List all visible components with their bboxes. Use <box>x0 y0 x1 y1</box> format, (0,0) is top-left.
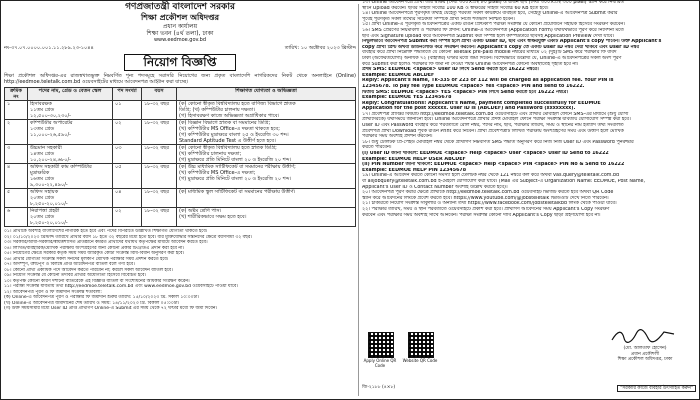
cell-age: ১৮-৩২ বছর <box>142 120 177 145</box>
apply-qr-caption: Apply Online QR Code <box>363 358 397 368</box>
instruction-line: ২১। চাকরিতে নিয়োগ সংক্রান্ত সার্কুলার ও অন্যান্য তথ্য https://www.facebook.com/jobsteletalkbd লিংক থেকে পাওয়া যাবে। <box>362 201 617 207</box>
table-row <box>5 145 356 164</box>
qualification-line: ডিগ্রি; (খ) কম্পিউটার চালনায় দক্ষতা। <box>179 107 255 113</box>
instruction-line: Applicant's User ID ও Contact Number অবশ্যই উল্লেখ করতে হবে)। <box>362 184 508 190</box>
post-scale: ১২,৫০০-৩০,২৩০/- <box>30 113 71 119</box>
term-item: ০১। প্রার্থীকে অবশ্যই বাংলাদেশের নাগরিক হতে হবে এবং পদের বিপরীতে উল্লিখিত শিক্ষাগত যোগ্যতা থাকতে হবে। <box>4 229 208 234</box>
qualification-line: (ক) মাধ্যমিক স্কুল সার্টিফিকেট বা সমমানের পরীক্ষায় উত্তীর্ণ। <box>179 189 296 195</box>
intro-paragraph: শিক্ষা প্রকৌশল অধিদপ্তর-এর রাজস্বখাতভুক্ত নিম্নবর্ণিত শূন্য পদসমূহে সরাসরি নিয়োগের জন্য প্রকৃত বাংলাদেশি নাগরিকদের নিকট থেকে অনলাইনে (Online) http://eedmoe.teletalk.com.bd ওয়েবসাইটের মাধ্যমে আবেদনপত্র আহ্বান করা যাচ্ছে। <box>4 73 356 85</box>
post-post: হিসাবরক্ষক <box>30 101 52 107</box>
memo-line <box>4 45 356 51</box>
instruction-line: প্রার্থীদেরকে) যথাসময়ে জানানো হবে। Online আবেদনপত্রে প্রার্থীর প্রদত্ত মোবাইল ফোনে পরীক্ষা সংক্রান্ত যাবতীয় যোগাযোগ সম্পন্ন করা হবে। <box>362 117 631 123</box>
instruction-line: পূর্বেই পূরণকৃত সকল তথ্যের সঠিকতা সম্পর্কে প্রার্থী নিজে শতভাগ নিশ্চিত হবেন। <box>362 16 515 22</box>
page-footer <box>362 385 696 393</box>
instruction-line: করতে পারবেন। <box>362 145 392 151</box>
qualification-line: Standard Aptitude Test এ উত্তীর্ণ হতে হবে। <box>179 138 276 144</box>
post-grade: ১১তম গ্রেড <box>30 107 55 113</box>
qualification-line: (ক) কোনো স্বীকৃত বিশ্ববিদ্যালয় হতে বাণিজ্য বিভাগে স্নাতক <box>179 101 296 107</box>
cell-post <box>28 164 113 189</box>
cell-qualification <box>177 189 356 208</box>
instruction-line: Application for the post xxxxxx. User ID is (ABCDEF) and Password (xxxxxxxx). <box>362 106 576 112</box>
office-name: প্রধান কার্যালয় <box>162 23 198 30</box>
office-address: শিক্ষা ভবন (৪র্থ তলা), ঢাকা <box>146 30 214 37</box>
instruction-line: ১৯। Online-এ আবেদন করতে কোনো সমস্যা হলে টেলিটক নম্বর থেকে 121 নম্বরে কল করে অথবা vas.query@teletalk.com.bd <box>362 173 620 179</box>
instruction-line: দ্বিতীয় SMS: EEDMOE <space> YES <space> PIN লিখে Send করতে হবে 16222 নম্বরে। <box>362 89 569 95</box>
cell-count: ০২ <box>113 208 142 227</box>
qualification-line: (ক) উচ্চ মাধ্যমিক সার্টিফিকেট বা সমমানের পরীক্ষায় উত্তীর্ণ; <box>179 164 296 170</box>
signature-image <box>608 328 678 344</box>
qualification-line: (খ) কম্পিউটার MS Office-এ দক্ষতা; <box>179 170 256 176</box>
col-header-count: পদ সংখ্যা <box>113 88 142 101</box>
apply-qr-code[interactable] <box>368 332 394 358</box>
qualification-line: (খ) কম্পিউটার MS Office-এ দক্ষতা থাকতে হবে; <box>179 126 280 132</box>
post-grade: ১৪তম গ্রেড <box>30 151 55 157</box>
post-post: অফিস সহকারী কাম কম্পিউটার মুদ্রাক্ষরিক <box>30 164 92 176</box>
instruction-line: (i) User ID জানা থাকলে: EEDMOE <space> Help <space> User <space> User ID Send to 16222 <box>362 151 609 157</box>
signature-block <box>600 346 690 363</box>
instruction-line: প্রবেশপত্র প্রার্থী Download পূর্বক রঙিন Print করে নিবেন। প্রার্থী প্রবেশপত্রটি লিখিত পরীক্ষায় অংশগ্রহণের সময় এবং উত্তীর্ণ হলে মৌখিক <box>362 128 624 134</box>
cell-serial: ৩ <box>5 145 28 164</box>
instruction-line: copy প্রার্থী প্রিন্ট অথবা ডাউনলোড করে সংরক্ষণ করবেন। Applicant's copy তে একটি User ID নম্বর দেয়া থাকবে এবং User ID নম্বর <box>362 44 639 50</box>
instruction-line: পরীক্ষার সময় অবশ্যই প্রদর্শন করবেন। <box>362 134 433 140</box>
qualification-line: (ক) অষ্টম শ্রেণি পাস। <box>179 208 222 214</box>
col-header-post: পদের নাম, গ্রেড ও বেতন স্কেল <box>28 88 113 101</box>
instruction-line: প্রথম SMS: EEDMOE <space> User ID লিখে Send করতে হবে 16222 নম্বরে। <box>362 67 539 73</box>
term-item: ০৩। সরকারি/আধা-সরকারি/স্বায়ত্তশাসিত প্রতিষ্ঠানে কর্মরত প্রার্থীদের যথাযথ কর্তৃপক্ষের মাধ্যমে আবেদন করতে হবে। <box>4 240 208 245</box>
post-grade: ১৩তম গ্রেড <box>30 126 55 132</box>
instruction-line: Reply: Congratulations! Applicant's Name, payment completed successfully for EEDMOE <box>362 100 601 106</box>
cell-post <box>28 208 113 227</box>
qualification-line: (খ) শারীরিকভাবে সক্ষম হতে হবে। <box>179 214 247 220</box>
term-item: (গ) উক্ত সময়সীমার মধ্যে User ID প্রাপ্ত প্রার্থীগণ Online-এ Submit এর সময় থেকে ৭২ ঘণ্টার মধ্যে ফি জমা দিবেন। <box>4 306 218 311</box>
instruction-line: Example: EEDMOE ABCDEF <box>362 72 435 78</box>
instruction-line: User ID এবং Password ব্যবহার করে পরবর্তীতে রোল নম্বর, পদের নাম, ছবি, পরীক্ষার তারিখ, সময় ও স্থানের নাম ইত্যাদি তথ্য সংবলিত <box>362 123 624 129</box>
term-item: ০৮। কোনো প্রার্থী একাধিক পদে আবেদন করতে পারবেন না; করলে সকল আবেদন বাতিল হবে। <box>4 267 173 273</box>
cell-post <box>28 101 113 120</box>
cell-qualification <box>177 164 356 189</box>
term-item: (ক) Online-এ আবেদনপত্র পূরণ ও পরীক্ষার ফি জমাদান শুরুর তারিখ: ১৫/১০/২০২৩ খ্রি. সকাল ১০:০০টা। <box>4 295 199 300</box>
term-item: ০৬। প্রার্থীর যোগ্যতা সংক্রান্ত সকল সনদের মূলকপি মৌখিক পরীক্ষার সময় প্রদর্শন করতে হবে। <box>4 256 169 262</box>
instruction-line: ছবি এবং Signature upload করে আবেদনপত্র Submit করা সম্পন্ন হলে কম্পিউটারে ছবিসহ Application Preview দেখা যাবে। <box>362 33 615 39</box>
qualification-line: (গ) হিসাবরক্ষণ কাজে অভিজ্ঞতা অগ্রাধিকার পাবে। <box>179 113 280 119</box>
instruction-line: ১৪। Online আবেদনপত্রে পূরণকৃত তথ্যই যেহেতু পরবর্তী সকল কার্যক্রমে ব্যবহৃত হবে, সেহেতু Online-এ আবেদনপত্র Submit করার <box>362 11 618 17</box>
instruction-line: ২২। পরীক্ষার তারিখ, সময় ও স্থান পরবর্তীতে ওয়েবসাইটে প্রকাশ করা হবে। প্রার্থীগণ আবেদনের সময় Applicant's Copy সংরক্ষণ <box>362 206 610 212</box>
memo-date: তারিখ: ১০ অক্টোবর ২০২৩ খ্রিস্টাব্দ <box>284 45 356 51</box>
cell-serial: ২ <box>5 120 28 145</box>
cell-post <box>28 145 113 164</box>
cell-post <box>28 120 113 145</box>
cell-count: ০৫ <box>113 164 142 189</box>
post-scale: ১১,০০০-২৬,৫৯০/- <box>30 132 71 138</box>
signatory-org: শিক্ষা প্রকৌশল অধিদপ্তর, ঢাকা <box>617 357 673 362</box>
term-item: ১২। আবেদনপত্র পূরণ ও ফি জমাদান সংক্রান্ত শর্তাবলী: <box>4 289 102 295</box>
term-item: ০৭। অসম্পূর্ণ, ত্রুটিপূর্ণ ও বিলম্বে প্রাপ্ত আবেদনপত্র বাতিল বলে গণ্য হবে। <box>4 262 135 267</box>
table-row <box>5 120 356 145</box>
instruction-line: Reply: Applicant's Name, Tk-335 or 223 or 112 will be charged as application fee. Your PIN is <box>362 78 614 84</box>
term-item: ০৯। নিয়োগ সংক্রান্ত যে কোনো তদবির প্রার্থীর অযোগ্যতা হিসেবে বিবেচিত হবে। <box>4 273 147 278</box>
col-header-age: বয়স <box>142 88 177 101</box>
cell-serial: ৫ <box>5 189 28 208</box>
post-scale: ৮,২৫০-২০,০১০/- <box>30 220 68 226</box>
posts-table-body <box>5 101 356 227</box>
instruction-line: (ii) PIN Number জানা থাকলে: EEDMOE <space> Help <space> PIN <space> PIN No & Send to 16222 <box>362 162 625 168</box>
instruction-line: করবেন এবং পরীক্ষার সময় অবশ্যই সাথে আনবেন। পরীক্ষা সংক্রান্ত কোনো দাবি Applicant's Copy ছাড়া গ্রহণযোগ্য হবে না। <box>362 212 601 218</box>
qualification-line: (ক) কোনো স্বীকৃত বিশ্ববিদ্যালয় হতে স্নাতক ডিগ্রি; <box>179 145 277 151</box>
qualification-line: (গ) মুদ্রাক্ষরে প্রতি মিনিটে বাংলা ২০ ও ইংরেজি ২০ শব্দ। <box>179 176 292 182</box>
header-block <box>4 2 356 43</box>
table-row <box>5 189 356 208</box>
memo-number: নং-৩৭.০৭.০০০০.০০১.১১.২৮৯.২৩-১০৪৪ <box>4 45 94 51</box>
qualification-line: (খ) কম্পিউটার চালনায় দক্ষতা; <box>179 151 242 157</box>
instruction-line: ১৭। প্রবেশপত্র প্রাপ্তির বিষয়টি http://eedmoe.teletalk.com.bd ওয়েবসাইটে এবং প্রার্থীর মোবাইল ফোনে SMS-এর মাধ্যমে (শুধু যোগ্য <box>362 111 629 117</box>
qualification-line: (ক) বিজ্ঞান বিভাগে স্নাতক বা সমমানের ডিগ্রি; <box>179 120 271 126</box>
term-item: ১১। পরীক্ষা সংক্রান্ত যাবতীয় তথ্য http://eedmoe.teletalk.com.bd এবং www.eedmoe.gov.bd ওয়েবসাইটে পাওয়া যাবে। <box>4 284 238 289</box>
qualification-line: (গ) কম্পিউটার মুদ্রাক্ষরে বাংলা ২৫ ও ইংরেজি ৩০ শব্দ। <box>179 132 289 138</box>
col-header-serial: ক্রমিক নং <box>5 88 28 101</box>
cell-serial: ৬ <box>5 208 28 227</box>
cell-post <box>28 189 113 208</box>
instruction-line: ১৩। Online আবেদনপত্রে প্রার্থী তার স্বাক্ষর (দৈর্ঘ্য ৩০০×প্রস্থ ৮০ pixel) ও রঙিন ছবি (দৈর্ঘ্য ৩০০×প্রস্থ ৩০০ pixel) স্ক্যান করে নির্ধারিত <box>362 0 625 5</box>
cell-qualification <box>177 120 356 145</box>
cell-age: ১৮-৩২ বছর <box>142 164 177 189</box>
cell-qualification <box>177 101 356 120</box>
term-item: ০৫। নিয়োগের ক্ষেত্রে সরকার কর্তৃক সময় সময় জারিকৃত কোটা সংক্রান্ত বিধি-বিধান অনুসরণ করা হবে। <box>4 251 185 256</box>
instruction-line: Example: EEDMOE YES 12345678 <box>362 95 452 101</box>
instruction-line: Example: EEDMOE HELP PIN 12345678 <box>362 167 467 173</box>
term-item: ১০। কর্তৃপক্ষ কোনো কারণ দর্শানো ব্যতিরেকে এই বিজ্ঞপ্তি বাতিল বা সংশোধনের অধিকার সংরক্ষণ করেন। <box>4 278 190 284</box>
footer-slogan: "সরকারি কাজে ব্যবহার উৎসাহিত করুন" <box>617 385 696 393</box>
department-title: শিক্ষা প্রকৌশল অধিদপ্তর <box>140 13 220 22</box>
posts-table <box>4 87 356 227</box>
instruction-line: ব্যবহার করে প্রার্থী নিম্নোক্ত পদ্ধতিতে যে কোনো Teletalk pre-paid mobile নম্বরের মাধ্যমে ০২ (দুই)টি SMS করে পরীক্ষার ফি বাবদ <box>362 50 617 56</box>
cell-age: ১৮-৩২ বছর <box>142 189 177 208</box>
term-item: (খ) Online-এ আবেদনপত্র জমাদানের শেষ তারিখ ও সময়: ১৪/১১/২০২৩ খ্রি. বিকাল ০৫:০০টা। <box>4 300 180 306</box>
right-column <box>362 0 696 400</box>
instruction-line: বা alljobquery@teletalk.com.bd ই-মেইলে যোগাযোগ করা যাবে। (Mail এর Subject-এ Organization Name: EEDMOE, Post Name, <box>362 179 646 184</box>
cell-age: ১৮-৩২ বছর <box>142 145 177 164</box>
cell-count: ০২ <box>113 120 142 145</box>
post-grade: ২০তম গ্রেড <box>30 214 55 220</box>
signatory-title: প্রধান প্রকৌশলী <box>630 351 660 357</box>
government-title: গণপ্রজাতন্ত্রী বাংলাদেশ সরকার <box>125 2 235 12</box>
website-link[interactable]: www.eedmoe.gov.bd <box>153 37 207 43</box>
notice-title: নিয়োগ বিজ্ঞপ্তি <box>124 54 236 71</box>
table-row <box>5 101 356 120</box>
cell-qualification <box>177 145 356 164</box>
table-row <box>5 208 356 227</box>
post-scale: ৮,২৫০-২০,০১০/- <box>30 201 68 207</box>
signatory-name: (মো. আলতাফ হোসেন) <box>623 346 667 351</box>
column-divider <box>358 4 359 396</box>
terms-list <box>4 229 356 312</box>
cell-count: ০৪ <box>113 189 142 208</box>
instruction-line: স্থানে Upload করবেন। ছবির সাইজ সর্বোচ্চ 100 KB ও স্বাক্ষরের সাইজ সর্বোচ্চ 60 KB হতে হবে। <box>362 5 549 11</box>
post-grade: ১৬তম গ্রেড <box>30 176 55 182</box>
term-item: ০৪। লিখিত/ব্যবহারিক/মৌখিক পরীক্ষায় অংশগ্রহণের জন্য কোনো প্রকার টিএ/ডিএ প্রদান করা হবে না। <box>4 245 185 251</box>
left-column <box>4 0 356 400</box>
cell-count: ০১ <box>113 101 142 120</box>
qualification-line: (গ) মুদ্রাক্ষরে প্রতি মিনিটে বাংলা ২০ ও ইংরেজি ২০ শব্দ। <box>179 157 292 163</box>
website-qr-code[interactable] <box>408 332 434 358</box>
signature-qr-area <box>362 322 696 392</box>
instruction-line: করে Submit করা হলেও পরীক্ষার ফি জমা না দেওয়া পর্যন্ত Online আবেদনপত্র কোনো অবস্থাতেই গৃহীত হবে না। <box>362 61 579 67</box>
col-header-qualification: শিক্ষাগত যোগ্যতা ও অভিজ্ঞতা <box>177 88 356 101</box>
term-item: ০২। ০১/১০/২০২৩ খ্রিস্টাব্দ তারিখে প্রার্থীর বয়স ১৮ হতে ৩২ বছরের মধ্যে হতে হবে। বীর মুক্তিযোদ্ধার সন্তানদের ক্ষেত্রে বয়সসীমা ৩২ বছর। <box>4 234 252 240</box>
cell-qualification <box>177 208 356 227</box>
instruction-line: ২০। আবেদনপত্র পূরণ করার ক্ষেত্রে প্রার্থীকে http://eedmoe.teletalk.com.bd ওয়েবসাইট ভিজিট করতে হবে অথবা QR Code <box>362 190 614 196</box>
instruction-line: স্ক্যান করে আবেদনের লিংকে প্রবেশ করতে হবে। https://www.youtube.com/@jobsteletalk ভিডিওটি দেখে নিতে পারবেন। <box>362 195 609 201</box>
post-post: অফিস সহায়ক <box>30 189 59 195</box>
instruction-line: নির্ভুলভাবে আবেদনপত্র Submit করা সম্পন্ন হলে প্রার্থী একটি User ID, ছবি এবং স্বাক্ষরযুক্ত একটি Applicant's copy পাবেন। উক্ত Applicant's <box>362 39 662 45</box>
post-post: উচ্চমান সহকারী <box>30 145 62 151</box>
instruction-line: Example: EEDMOE HELP USER ABCDEF <box>362 156 466 162</box>
post-post: কম্পিউটার অপারেটর <box>30 120 73 126</box>
cell-age: ১৮-৩২ বছর <box>142 101 177 120</box>
instruction-line: ১৮। শুধু টেলিটক প্রি-পেইড মোবাইল নম্বর থেকে প্রার্থীগণ নিম্নবর্ণিত SMS পদ্ধতি অনুসরণ করে নিজ নিজ User ID এবং Password পুনরুদ্ধার <box>362 139 634 145</box>
cell-age: ১৮-৩২ বছর <box>142 208 177 227</box>
post-post: নিরাপত্তা প্রহরী <box>30 208 60 214</box>
cell-serial: ৪ <box>5 164 28 189</box>
instructions-block <box>362 0 696 218</box>
post-scale: ১০,২০০-২৪,৬৮০/- <box>30 157 71 163</box>
instruction-line: টাকা (অফেরতযোগ্য) অনধিক ৭২ (বাহাত্তর) ঘণ্টার মধ্যে জমা দিবেন। বিশেষভাবে উল্লেখ্য যে, Online-এ আবেদনপত্রের সকল অংশ পূরণ <box>362 55 622 61</box>
post-grade: ২০তম গ্রেড <box>30 195 55 201</box>
table-header-row <box>5 88 356 101</box>
footer-code: জি-২১৮৮ (৪×৮) <box>362 384 396 390</box>
cell-serial: ১ <box>5 101 28 120</box>
website-qr-caption: Website QR Code <box>402 358 438 363</box>
instruction-line: ১৫। প্রার্থী Online-এ পূরণকৃত আবেদনপত্রের একটি রঙিন প্রিন্টকপি পরীক্ষা সংক্রান্ত যে কোনো প্রয়োজনে সহায়ক হিসেবে সংরক্ষণ করবেন। <box>362 22 625 28</box>
table-row <box>5 164 356 189</box>
cell-count: ০৩ <box>113 145 142 164</box>
instruction-line: 12345678. To pay fee Type EEDMOE <space> Yes <space> PIN and send to 16222. <box>362 83 585 89</box>
post-scale: ৯,৩০০-২২,৪৯০/- <box>30 182 68 188</box>
instruction-line: ১৬। SMS প্রেরণের নিয়মাবলী ও পরীক্ষার ফি প্রদান: Online-এ আবেদনপত্র (Application Form) যথাযথভাবে পূরণ করে নির্দেশনা মতে <box>362 27 624 33</box>
